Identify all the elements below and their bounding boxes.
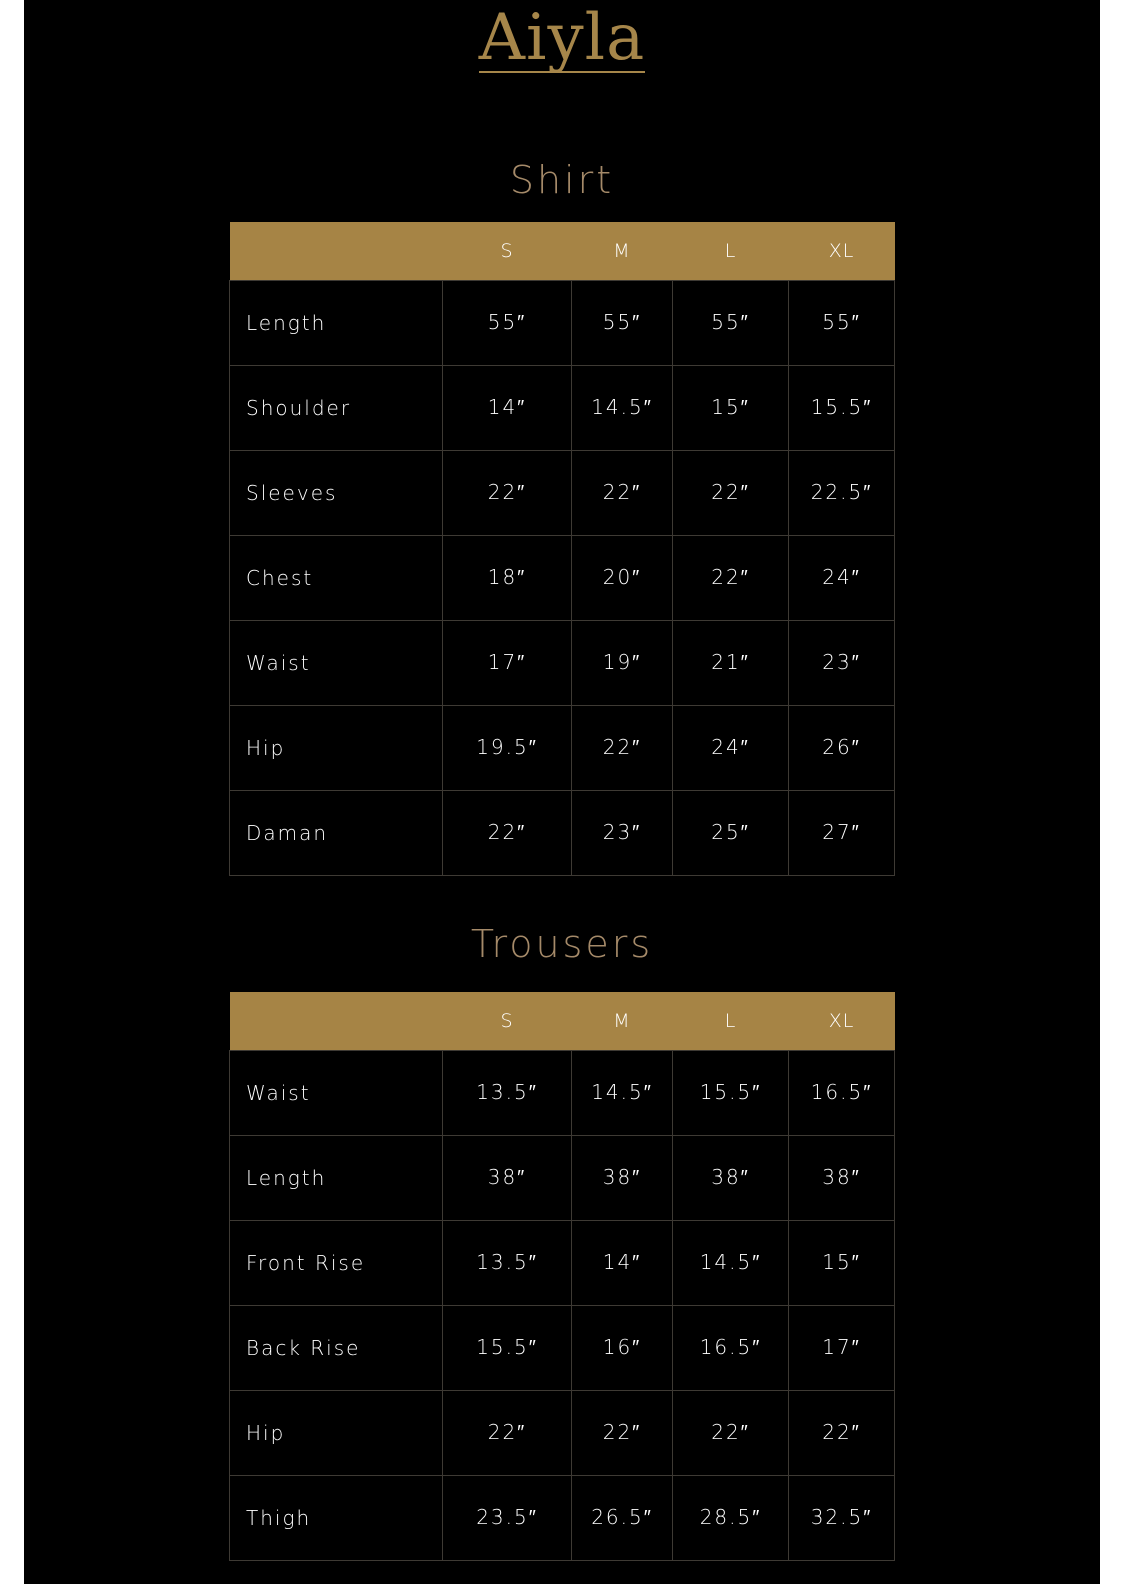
- measurement-value: 23″: [572, 790, 673, 875]
- measurement-value: 20″: [572, 535, 673, 620]
- measurement-value: 13.5″: [443, 1220, 572, 1305]
- measurement-value: 14.5″: [572, 365, 673, 450]
- table-row: [230, 365, 895, 450]
- measurement-value: 38″: [443, 1135, 572, 1220]
- measurement-value: 22″: [673, 535, 789, 620]
- measurement-value: 15.5″: [673, 1050, 789, 1135]
- shirt-size-table: [229, 222, 895, 876]
- measurement-value: 14″: [572, 1220, 673, 1305]
- measurement-label: Front Rise: [230, 1220, 443, 1305]
- measurement-value: 22.5″: [789, 450, 895, 535]
- measurement-value: 15″: [673, 365, 789, 450]
- measurement-value: 22″: [673, 1390, 789, 1475]
- measurement-value: 25″: [673, 790, 789, 875]
- size-header: S: [500, 239, 514, 262]
- measurement-value: 22″: [443, 450, 572, 535]
- table-row: [230, 620, 895, 705]
- measurement-value: 15″: [789, 1220, 895, 1305]
- header-corner-cell: [230, 222, 443, 280]
- measurement-value: 23.5″: [443, 1475, 572, 1560]
- table-row: [230, 1220, 895, 1305]
- measurement-label: Waist: [230, 620, 443, 705]
- measurement-value: 38″: [673, 1135, 789, 1220]
- measurement-value: 22″: [673, 450, 789, 535]
- measurement-value: 24″: [673, 705, 789, 790]
- measurement-value: 16.5″: [673, 1305, 789, 1390]
- measurement-value: 55″: [673, 280, 789, 365]
- table-row: [230, 1390, 895, 1475]
- table-row: [230, 535, 895, 620]
- measurement-label: Hip: [230, 1390, 443, 1475]
- size-header: L: [724, 1009, 737, 1032]
- measurement-label: Length: [230, 1135, 443, 1220]
- measurement-value: 18″: [443, 535, 572, 620]
- table-row: [230, 1305, 895, 1390]
- measurement-value: 55″: [443, 280, 572, 365]
- measurement-value: 17″: [789, 1305, 895, 1390]
- table-header-row: [230, 992, 895, 1050]
- measurement-label: Sleeves: [230, 450, 443, 535]
- measurement-value: 55″: [572, 280, 673, 365]
- shirt-section-title: Shirt: [509, 158, 615, 202]
- measurement-value: 19.5″: [443, 705, 572, 790]
- measurement-value: 14.5″: [572, 1050, 673, 1135]
- measurement-label: Waist: [230, 1050, 443, 1135]
- size-header: XL: [828, 239, 855, 262]
- measurement-value: 26.5″: [572, 1475, 673, 1560]
- size-header: M: [613, 1009, 631, 1032]
- measurement-value: 21″: [673, 620, 789, 705]
- measurement-value: 15.5″: [789, 365, 895, 450]
- measurement-value: 15.5″: [443, 1305, 572, 1390]
- table-row: [230, 280, 895, 365]
- measurement-value: 22″: [443, 1390, 572, 1475]
- size-header: S: [500, 1009, 514, 1032]
- brand-name: Aiyla: [478, 1, 646, 75]
- table-row: [230, 705, 895, 790]
- measurement-value: 22″: [789, 1390, 895, 1475]
- measurement-value: 22″: [572, 705, 673, 790]
- measurement-value: 55″: [789, 280, 895, 365]
- size-header: M: [613, 239, 631, 262]
- table-row: [230, 450, 895, 535]
- measurement-value: 26″: [789, 705, 895, 790]
- measurement-value: 38″: [572, 1135, 673, 1220]
- measurement-value: 38″: [789, 1135, 895, 1220]
- measurement-value: 22″: [572, 450, 673, 535]
- table-header-row: [230, 222, 895, 280]
- measurement-value: 22″: [443, 790, 572, 875]
- size-header: L: [724, 239, 737, 262]
- measurement-value: 28.5″: [673, 1475, 789, 1560]
- measurement-label: Length: [230, 280, 443, 365]
- trousers-size-table: [229, 992, 895, 1561]
- measurement-value: 19″: [572, 620, 673, 705]
- trousers-section-title: Trousers: [470, 922, 654, 966]
- size-chart-sheet: [24, 0, 1100, 1584]
- measurement-label: Daman: [230, 790, 443, 875]
- measurement-value: 22″: [572, 1390, 673, 1475]
- size-header: XL: [828, 1009, 855, 1032]
- measurement-label: Chest: [230, 535, 443, 620]
- measurement-value: 16″: [572, 1305, 673, 1390]
- measurement-value: 14.5″: [673, 1220, 789, 1305]
- brand-logo: [24, 0, 1100, 76]
- table-row: [230, 790, 895, 875]
- measurement-value: 17″: [443, 620, 572, 705]
- table-row: [230, 1475, 895, 1560]
- measurement-value: 27″: [789, 790, 895, 875]
- measurement-label: Thigh: [230, 1475, 443, 1560]
- measurement-label: Shoulder: [230, 365, 443, 450]
- measurement-value: 24″: [789, 535, 895, 620]
- measurement-value: 16.5″: [789, 1050, 895, 1135]
- measurement-value: 23″: [789, 620, 895, 705]
- table-row: [230, 1050, 895, 1135]
- measurement-value: 32.5″: [789, 1475, 895, 1560]
- measurement-label: Back Rise: [230, 1305, 443, 1390]
- measurement-label: Hip: [230, 705, 443, 790]
- measurement-value: 14″: [443, 365, 572, 450]
- table-row: [230, 1135, 895, 1220]
- measurement-value: 13.5″: [443, 1050, 572, 1135]
- header-corner-cell: [230, 992, 443, 1050]
